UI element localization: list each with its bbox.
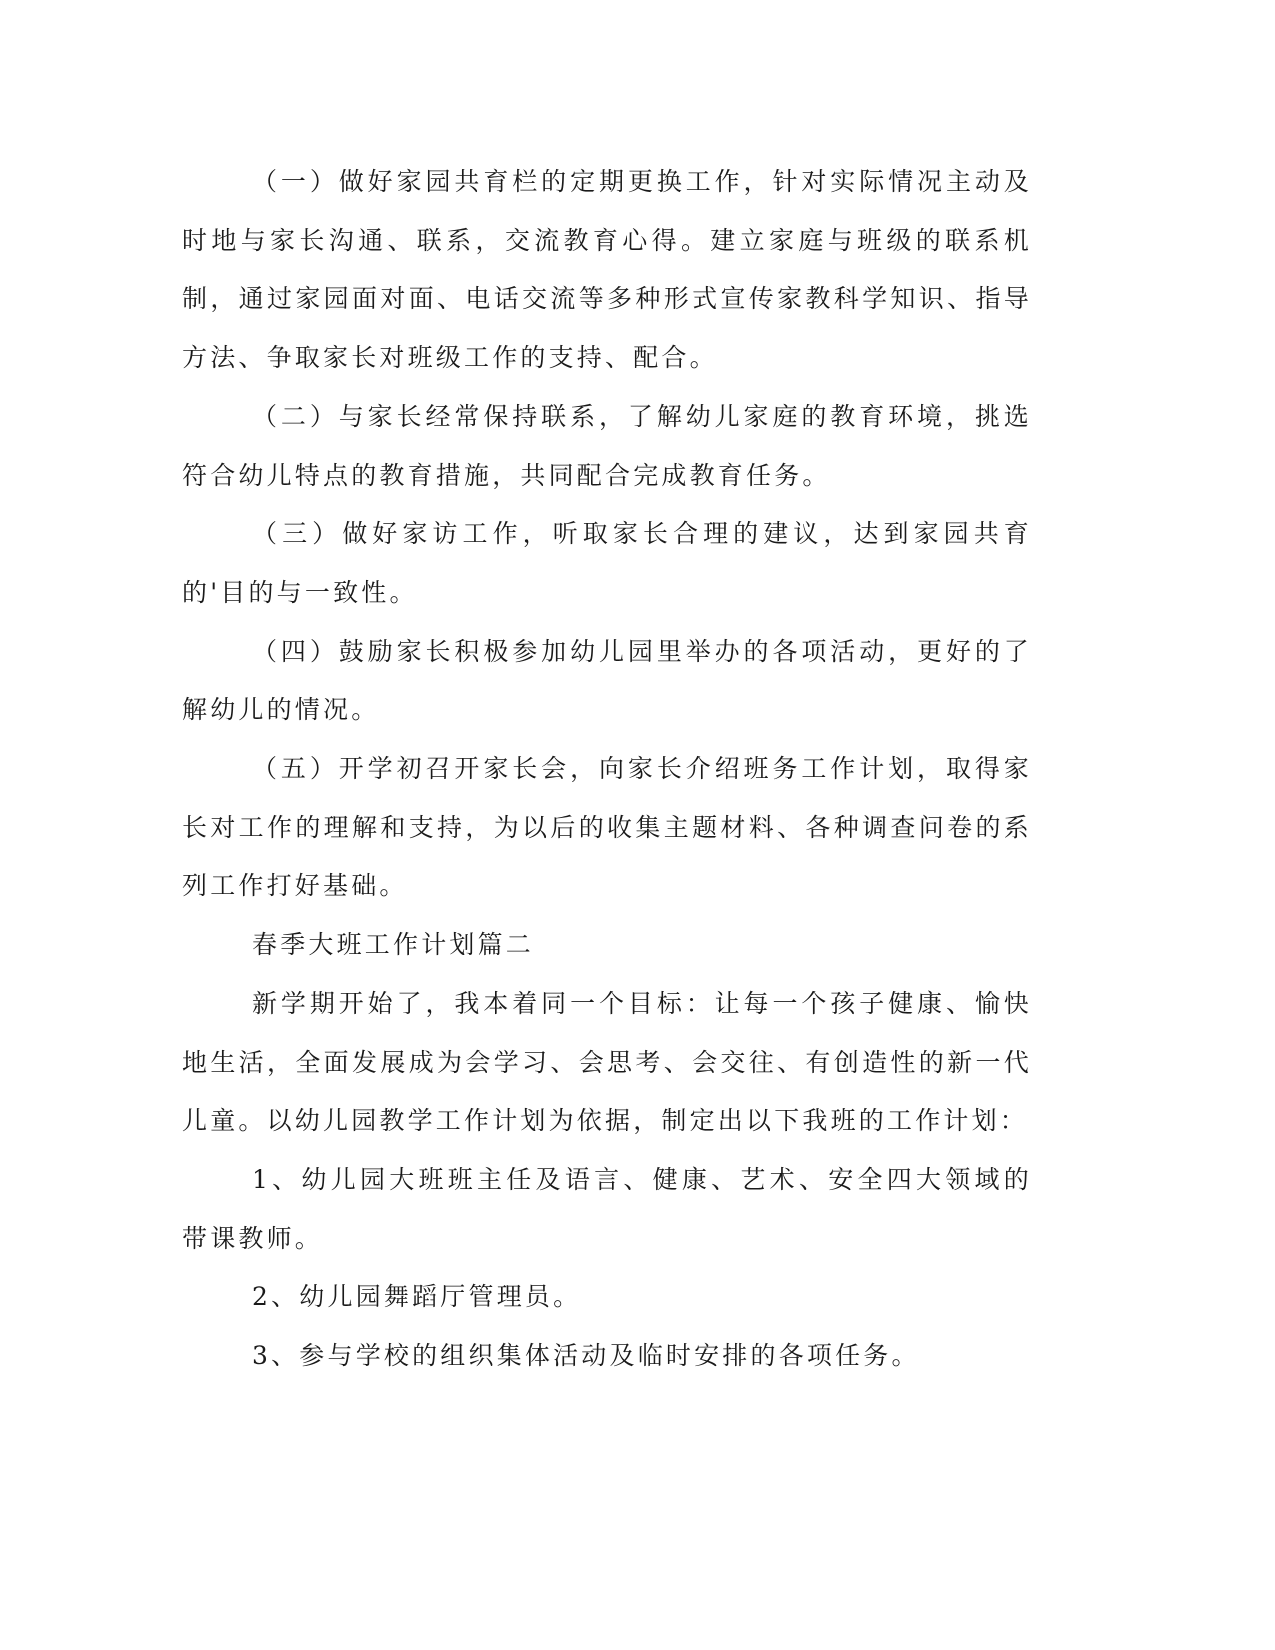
list-item-school-activities: 3、参与学校的组织集体活动及临时安排的各项任务。 (252, 1341, 920, 1371)
section-title: 春季大班工作计划篇二 (252, 930, 535, 960)
list-item-dance-hall: 2、幼儿园舞蹈厅管理员。 (252, 1282, 582, 1312)
paragraph-new-semester: 新学期开始了，我本着同一个目标：让每一个孩子健康、愉快地生活，全面发展成为会学习、会思考、会交往、有创造性的新一代儿童。以幼儿园教学工作计划为依据，制定出以下我班的工作计划： (182, 988, 1032, 1136)
paragraph-home-visits: （三）做好家访工作，听取家长合理的建议，达到家园共育的'目的与一致性。 (182, 519, 1032, 607)
paragraph-parent-activities: （四）鼓励家长积极参加幼儿园里举办的各项活动，更好的了解幼儿的情况。 (182, 636, 1032, 725)
list-item-head-teacher: 1、幼儿园大班班主任及语言、健康、艺术、安全四大领域的带课教师。 (182, 1164, 1032, 1253)
paragraph-parent-contact: （二）与家长经常保持联系，了解幼儿家庭的教育环境，挑选符合幼儿特点的教育措施，共同配合完成教育任务。 (182, 401, 1032, 490)
paragraph-home-school-board: （一）做好家园共育栏的定期更换工作，针对实际情况主动及时地与家长沟通、联系，交流教育心得。建立家庭与班级的联系机制，通过家园面对面、电话交流等多种形式宣传家教科学知识、指导方法、争取家长对班级工作的支持、配合。 (182, 167, 1032, 373)
document-body (182, 153, 1032, 1386)
paragraph-parent-meeting: （五）开学初召开家长会，向家长介绍班务工作计划，取得家长对工作的理解和支持，为以后的收集主题材料、各种调查问卷的系列工作打好基础。 (182, 754, 1032, 901)
